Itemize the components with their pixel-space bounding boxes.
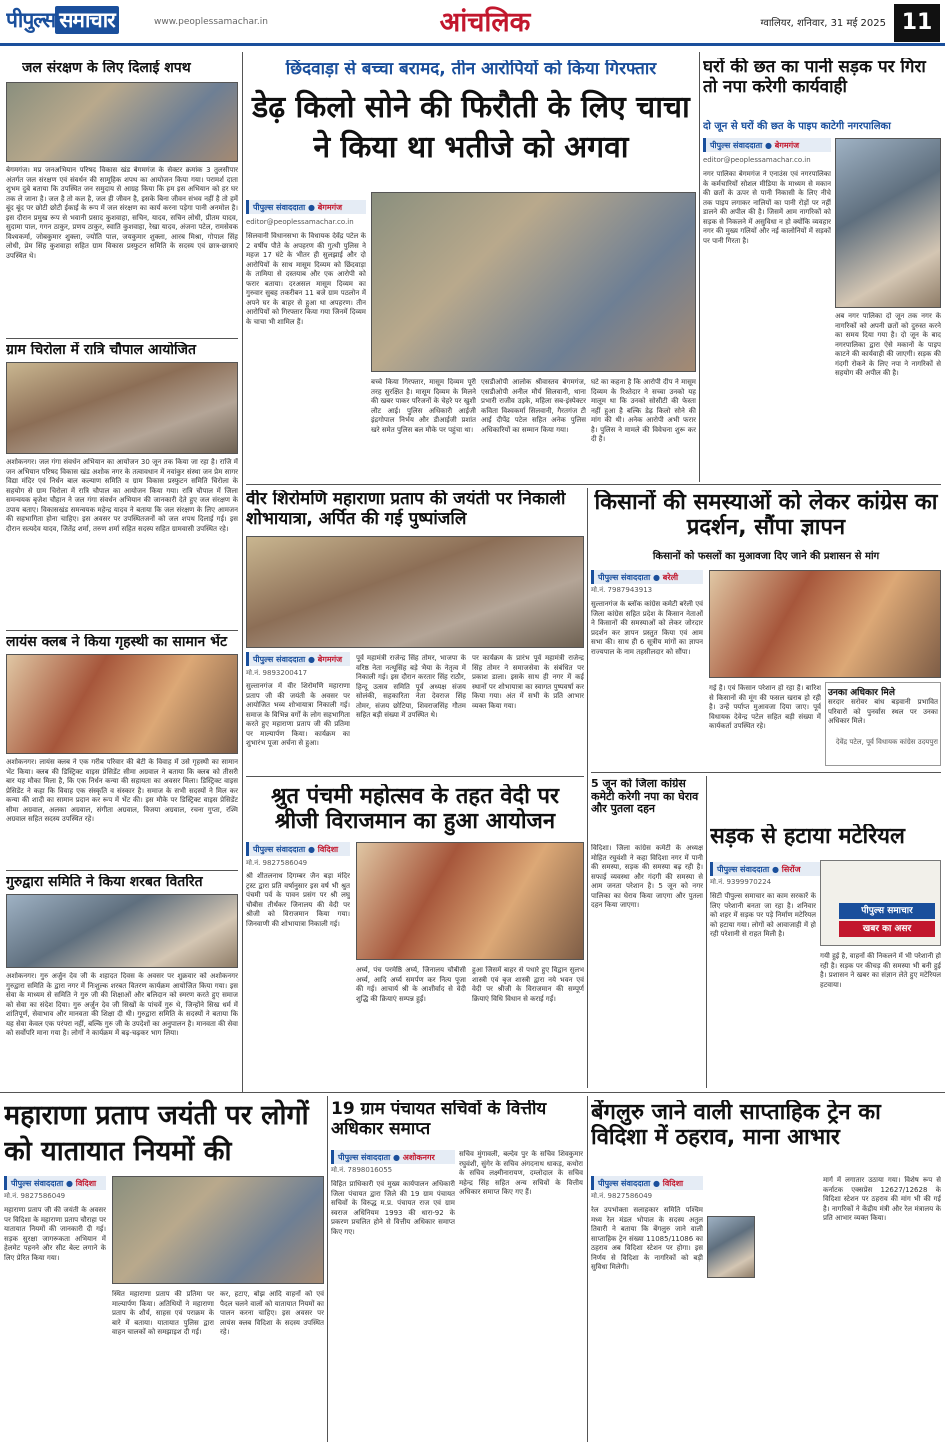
- impact-brand: पीपुल्स समाचार: [839, 903, 935, 919]
- story-headline: ग्राम चिरोला में रात्रि चौपाल आयोजित: [6, 342, 196, 358]
- story-headline: डेढ़ किलो सोने की फिरौती के लिए चाचा ने किया था भतीजे को अगवा: [252, 90, 690, 165]
- story-headline: बेंगलुरु जाने वाली साप्ताहिक ट्रेन का विदिशा में ठहराव, माना आभार: [591, 1100, 881, 1151]
- story-body: हुआ जिसमें बाहर से पधारे हुए विद्वान सुलभ शास्त्री एवं बृज शास्त्री द्वारा नये भवन एवं वेदी पर श्रीजी के विराजमान की सम्पूर्ण क्रियाएं विधि विधान से कराई गईं।: [472, 966, 584, 1003]
- reporter-phone: मो.नं. 9893200417: [246, 669, 308, 677]
- byline: पीपुल्स संवाददाता ● बेगमगंज: [703, 138, 831, 152]
- story-body: बेगमगंज। मप्र जनअभियान परिषद विकास खंड बेगमगंज के सेक्टर क्रमांक 3 तुलसीपार अंतर्गत जल संरक्षण एवं संवर्धन की सामूहिक शपथ का आयोजन किया गया। परामर्श दाता शुभम दुबे बताया कि उपस्थित जन समुदाय से आग्रह किया कि हम इस अभियान को हर घर तक ले जाना है। जल है तो कल है, जल ही जीवन है, इसके बिना जीवन संभव नहीं है तो हमें बूंद बूंद पर छोटी छोटी ईकाई के रूप में जल संरक्षण का कार्य करना पड़ेगा पानी अनमोल है। इस दौरान प्रमुख रूप से भवानी प्रसाद कुशवाहा, सचिन, यादव, सचिन लोधी, प्रीतम यादव, सुदामा पाल, गगन ठाकुर, प्रणय ठाकुर, स्वाति कुशवाहा, रेखा यादव, अंजना पटेल, रामसेवक विश्वकर्मा, जोबकुमार शुक्ला, ज्योति पाल, जयकुमार शुक्ला, आरब मिश्रा, गोपाल सिंह लोधी, प्रेम सिंह कुशवाहा सहित ग्राम विकास प्रस्फुटन समिति के सदस्य एवं छात्र-छात्राएं उपस्थित थे।: [6, 166, 238, 260]
- column-rule: [706, 776, 707, 1088]
- story-body: विहित प्राधिकारी एवं मुख्य कार्यपालन अधिकारी जिला पंचायत द्वारा जिले की 19 ग्राम पंचायत सचिवों के विरुद्ध म.प्र. पंचायत राज एवं ग्राम स्वराज अधिनियम 1993 की धारा-92 के प्रकरण प्रचलित होने से वित्तीय अधिकार समाप्त किए गए।: [331, 1180, 455, 1236]
- story-body: पूर्व महामंत्री राजेन्द्र सिंह तोमर, भाजपा के वरिष्ठ नेता नत्थूसिंह बड़े भैया के नेतृत्व में निकाली गई। इस दौरान करतार सिंह राठौर, हिन्दू उत्सव समिति पूर्व अध्यक्ष संजय सोलंकी, सहकारिता नेता देवराज सिंह तोमर, संजय छोटिया, शिवराजसिंह गौतम सहित बड़ी संख्या में उपस्थित थे।: [356, 654, 466, 719]
- story-body: सिलवानी विधानसभा के विधायक देवेंद्र पटेल के 2 वर्षीय पौते के अपहरण की गुत्थी पुलिस ने महज 17 घंटे के भीतर ही सुलझाई और दो आरोपियों के साथ मासूम दिव्यम को छिंदवाड़ा के तामिया से दस्तयाब और एक आरोपी को फरार बताया। दरअसल मासूम दिव्यम का गुरुवार सुबह तकरीबन 11 बजे ग्राम पठलोन में अपने घर के बाहर से हुआ था अपहरण। तीन आरोपियों को गिरफ्तार किया गया जिनमें दिव्यम के चाचा भी शामिल हैं।: [246, 232, 366, 326]
- story-body: मार्ग में लगातार उठाया गया। विशेष रूप से कर्नाटक एक्सप्रेस 12627/12628 के विदिशा स्टेशन पर ठहराव की मांग भी की गई है। नागरिकों ने केंद्रीय मंत्री और रेल मंत्रालय के प्रति आभार व्यक्त किया।: [823, 1176, 941, 1222]
- newspaper-logo: [6, 6, 119, 38]
- story-photo: [6, 894, 238, 968]
- quote-title: उनका अधिकार मिले: [828, 688, 895, 698]
- story-photo: [6, 362, 238, 454]
- byline: पीपुल्स संवाददाता ● बेगमगंज: [246, 652, 350, 666]
- story-headline: 19 ग्राम पंचायत सचिवों के वित्तीय अधिकार समाप्त: [331, 1100, 547, 1139]
- divider: [6, 870, 238, 871]
- masthead: [0, 0, 945, 46]
- story-body: अब नगर पालिका दो जून तक नगर के नागरिकों को अपनी छतों को दुरुस्त करने का समय दिया गया है। दो जून के बाद नगरपालिका द्वारा ऐसे मकानों के पाइप काटने की कार्यवाही की जाएगी। सड़क की गंदगी रोकने के लिए नपा ने नागरिकों से सहयोग की अपील की है।: [835, 312, 941, 377]
- column-rule: [327, 1096, 328, 1442]
- story-body: सुल्तानगंज में वीर शिरोमणि महाराणा प्रताप जी की जयंती के अवसर पर आयोजित भव्य शोभायात्रा निकाली गई। समाज के विभिन्न वर्गों के लोग सहभागिता करते हुए महाराणा प्रताप जी की प्रतिमा पर माल्यार्पण किया। कार्यक्रम का शुभारंभ पूजा अर्चना से हुआ।: [246, 682, 350, 747]
- story-body: अशोकनगर। लायंस क्लब ने एक गरीब परिवार की बेटी के विवाह में उसे गृहस्थी का सामान भेंट किया। क्लब की डिस्ट्रिक्ट वाइस प्रेसिडेंट सीमा अग्रवाल ने बताया कि क्लब को तीसरी बार यह मौका मिला है, कि एक निर्धन कन्या की सहायता का अवसर मिला। डिस्ट्रिक्ट वाइस प्रेसिडेंट ने कहा कि विवाह एक संस्कृति व संस्कार है। समाज के सभी सदस्यों ने मिल कर कन्या की शादी का सामान प्रदान कर रूप में भेंट की। इस मौके पर डिस्ट्रिक्ट वाइस प्रेसिडेंट सीमा अग्रवाल, अलका अग्रवाल, संगीता अग्रवाल, विजया अग्रवाल, रचना गुप्ता, रश्मि अग्रवाल सहित सदस्य उपस्थित रहे।: [6, 758, 238, 823]
- divider: [0, 1092, 945, 1093]
- kidnap-story: [246, 52, 696, 482]
- story-photo: [356, 842, 584, 960]
- reporter-email[interactable]: editor@peoplessamachar.co.in: [703, 156, 811, 164]
- story-headline: लायंस क्लब ने किया गृहस्थी का सामान भेंट: [6, 634, 228, 650]
- story-photo: [709, 570, 941, 678]
- story-body: सुल्तानगंज के ब्लॉक कांग्रेस कमेटी बरेली एवं जिला कांग्रेस सहित प्रदेश के किसान नेताओं ने किसानों की समस्याओं को लेकर जोरदार प्रदर्शन कर ज्ञापन प्रस्तुत किया एवं आम सभा की। साथ ही 6 सूत्रीय मांगों का ज्ञापन राज्यपाल के नाम तहसीलदार को सौंपा।: [591, 600, 703, 656]
- quote-text: सरदार सरोवर बांध बड़वानी प्रभावित परिवारों को पुनर्वास स्थल पर उनका अधिकार मिले।: [828, 698, 938, 725]
- story-body: स्थित महाराणा प्रताप की प्रतिमा पर माल्यार्पण किया। अतिथियों ने महाराणा प्रताप के शौर्य, साहस एवं पराक्रम के बारे में बताया। यातायात पुलिस द्वारा वाहन चालकों को समझाइश दी गई।: [112, 1290, 214, 1336]
- story-body: कर, हटाए, बोझ आदि वाहनों को एवं पैदल चलने वालों को यातायात नियमों का पालन करना चाहिए। इस अवसर पर लायंस क्लब विदिशा के सदस्य उपस्थित रहे।: [220, 1290, 324, 1336]
- reporter-phone: मो.नं. 9827586049: [591, 1192, 653, 1200]
- byline: पीपुल्स संवाददाता ● बेगमगंज: [246, 200, 366, 214]
- section-title: आंचलिक: [439, 7, 531, 38]
- protest-story: [591, 776, 703, 1088]
- story-kicker: छिंदवाड़ा से बच्चा बरामद, तीन आरोपियों को किया गिरफ्तार: [285, 60, 657, 79]
- column-rule: [587, 488, 588, 1088]
- impact-clipping: [820, 860, 941, 946]
- story-body: सिटी पीपुल्स समाचार का काम सरकारें के लिए परेशानी बनता जा रहा है। शनिवार को शहर में सड़क पर पड़े निर्माण मटेरियल को हटाया गया। लोगों को आवाजाही में हो रही परेशानी से राहत मिली है।: [710, 892, 816, 938]
- story-body: विदिशा। जिला कांग्रेस कमेटी के अध्यक्ष मोहित रघुवंशी ने कहा विदिशा नगर में पानी की समस्या, सड़क की समस्या बढ़ रही है। सफाई व्यवस्था और गंदगी की समस्या से आम जनता परेशान है। 5 जून को नगर पालिका का घेराव किया जाएगा और पुतला दहन किया जाएगा।: [591, 844, 703, 909]
- divider: [6, 338, 238, 339]
- farmers-story: [591, 488, 941, 768]
- reporter-email[interactable]: editor@peoplessamachar.co.in: [246, 218, 354, 226]
- person-photo: [707, 1216, 755, 1278]
- story-headline: सड़क से हटाया मटेरियल: [710, 824, 905, 849]
- impact-label: खबर का असर: [839, 921, 935, 937]
- pratap-procession-story: [246, 488, 584, 773]
- story-body: बच्चे किया गिरफ्तार, मासूम दिव्यम पूरी तरह सुरक्षित है। मासूम दिव्यम के मिलने की खबर पाकर परिजनों के चेहरे पर खुशी लौट आई। पुलिस अधिकारी आईजी इंद्रगोपाल निर्भय और डीआईजी प्रशांत खरे समेत पुलिस बल मौके पर पहुंचा था।: [371, 378, 476, 434]
- story-photo: [835, 138, 941, 308]
- left-column: [4, 52, 240, 1092]
- panchayat-story: [331, 1096, 583, 1442]
- water-story: [703, 52, 941, 482]
- story-body: गई है। एवं किसान परेशान हो रहा है। बारिश से किसानों की मूंग की फसल खराब हो रही है। उन्हें पर्याप्त मुआवजा दिया जाए। पूर्व विधायक देवेन्द्र पटेल सहित बड़ी संख्या में कार्यकर्ता उपस्थित रहे।: [709, 684, 821, 730]
- website-url[interactable]: www.peoplessamachar.in: [154, 17, 268, 27]
- byline: पीपुल्स संवाददाता ● सिरोंज: [710, 862, 830, 876]
- story-photo: [6, 82, 238, 162]
- story-headline: किसानों की समस्याओं को लेकर कांग्रेस का प्रदर्शन, सौंपा ज्ञापन: [594, 490, 938, 541]
- column-rule: [699, 52, 700, 482]
- byline: पीपुल्स संवाददाता ● विदिशा: [4, 1176, 106, 1190]
- story-photo: [6, 654, 238, 754]
- story-headline: वीर शिरोमणि महाराणा प्रताप की जयंती पर निकाली शोभायात्रा, अर्पित की गई पुष्पांजलि: [246, 490, 566, 529]
- story-body: नगर पालिका बेगमगंज ने एनाउंस एवं नगरपालिका के कर्मचारियों सोशल मीडिया के माध्यम से मकान की छतों के ऊपर से पानी निकासी के लिए नीचे तक पाइप लगाकर नालियों का पानी रोड़ों पर नहीं डालने की अपील की है। जिसमें आम नागरिकों को सड़क से निकलने में असुविधा न हो क्योंकि व्यवहार नगर की मुख्य गलियों और नई कालोनियों में सड़कों पर पानी गिरता है।: [703, 170, 831, 245]
- reporter-phone: मो.नं. 7898016055: [331, 1166, 393, 1174]
- byline: पीपुल्स संवाददाता ● विदिशा: [246, 842, 350, 856]
- story-body: एसडीओपी आलोक श्रीवास्तव बेगमगंज, एसडीओपी अनील मौर्य सिलवानी, थाना प्रभारी राजीव उइके, महिला सब-इंस्पेक्टर कविता विश्वकर्मा सिलवानी, गैरतगंज टी आई दीपेंद्र पटेल सहित अनेक पुलिस अधिकारियों का सम्मान किया गया।: [481, 378, 586, 434]
- story-body: अशोकनगर। गुरु अर्जुन देव जी के शहादत दिवस के अवसर पर शुक्रवार को अशोकनगर गुरुद्वारा समिति के द्वारा नगर में निःशुल्क शरबत वितरण कार्यक्रम आयोजित किया गया। इस सेवा के माध्यम से समिति ने गुरु जी की शिक्षाओं और बलिदान को स्मरण करते हुए समाज को सेवा का संदेश दिया। गुरु अर्जुन देव जी सिखों के पांचवें गुरु थे, जिन्होंने सिख धर्म में शांतिपूर्ण, सेवाभाव और मानवता की शिक्षा दी थी। गुरुद्वारा समिति के सदस्यों ने बताया कि यह सेवा केवल एक परंपरा नहीं, बल्कि गुरु जी के उपदेशों का अनुपालन है। मानवता की सेवा को सर्वोपरि माना गया है। लोगों ने कार्यक्रम में बढ़-चढ़कर भाग लिया।: [6, 972, 238, 1037]
- story-subheadline: दो जून से घरों की छत के पाइप काटेगी नगरपालिका: [703, 121, 891, 132]
- story-photo: [112, 1176, 324, 1284]
- shruti-story: [246, 780, 584, 1088]
- story-photo: [246, 536, 584, 648]
- story-headline: महाराणा प्रताप जयंती पर लोगों को यातायात नियमों की: [4, 1100, 309, 1167]
- story-body: सचिव मुंगावली, बल्देव पुर के सचिव शिवकुमार रघुवंशी, सुंगेर के सचिव अंगदनाथ धाकड़, कथोरा के सचिव लक्ष्मीनारायण, दम्लोदाल के सचिव महेन्द्र सिंह सहित अन्य सचिवों के वित्तीय अधिकार समाप्त किए गए हैं।: [459, 1150, 583, 1196]
- story-photo: [371, 192, 696, 372]
- dateline: ग्वालियर, शनिवार, 31 मई 2025: [760, 18, 886, 29]
- divider: [246, 484, 941, 485]
- train-story: [591, 1096, 941, 1442]
- story-body: महाराणा प्रताप जी की जयंती के अवसर पर विदिशा के महाराणा प्रताप चौराहा पर यातायात नियमों की जानकारी दी गई। सड़क सुरक्षा जागरूकता अभियान में हेलमेट पहनने और सीट बेल्ट लगाने के लिए प्रेरित किया गया।: [4, 1206, 106, 1262]
- story-body: श्री शीतलनाथ दिगम्बर जैन बड़ा मंदिर ट्रस्ट द्वारा प्रति वर्षानुसार इस वर्ष भी श्रुत पंचमी पर्व के पावन प्रसंग पर श्री लघु चौबीस तीर्थंकर जिनालय की वेदी पर श्रीजी को विराजमान किया गया। जिनवाणी की शोभायात्रा निकाली गई।: [246, 872, 350, 928]
- story-body: अर्घ्य, पंच परमेष्ठि अर्घ्य, जिनालय चौबीसी अर्घ्य, आदि अर्घ्य समर्पण कर नित्य पूजा की गई। आचार्य श्री के आशीर्वाद से वेदी शुद्धि की क्रियाएं सम्पन्न हुईं।: [356, 966, 466, 1003]
- story-body: पर कार्यक्रम के प्रारंभ पूर्व महामंत्री राजेन्द्र सिंह तोमर ने समाजसेवा के संबंधित पर प्रकाश डाला। इसके साथ ही नगर में कई स्थानों पर शोभायात्रा का स्वागत पुष्पवर्षा कर किया गया। अंत में सभी के प्रति आभार व्यक्त किया गया।: [472, 654, 584, 710]
- divider: [246, 776, 584, 777]
- story-headline: श्रुत पंचमी महोत्सव के तहत वेदी पर श्रीजी विराजमान का हुआ आयोजन: [270, 784, 560, 835]
- road-story: [710, 776, 941, 1088]
- byline: पीपुल्स संवाददाता ● विदिशा: [591, 1176, 703, 1190]
- column-rule: [242, 52, 243, 1092]
- reporter-phone: मो.नं. 9827586049: [4, 1192, 66, 1200]
- divider: [591, 772, 941, 773]
- story-body: अशोकनगर। जल गंगा संवर्धन अभियान का आयोजन 30 जून तक किया जा रहा है। राजि में जन अभियान परिषद विकास खंड अशोक नगर के तत्वावधान में नवांकुर संस्था जन प्रेम सागर विद्या मंदिर एवं निर्धन बाल कल्याण समिति व ग्राम विकास प्रस्फुटन समिति चिरोला के सहयोग से ग्राम चिरोला में रात्रि चौपाल का आयोजन किया गया। रात्रि चौपाल में जिला समन्वयक बृजेश चौहान ने जल गंगा संवर्धन अभियान की जानकारी देते हुए जल संरक्षण के उपाय बताए। विकासखंड समन्वयक महेन्द्र यादव ने बताया कि जल संरक्षण के लिए आमजन की सहभागिता होना चाहिए। इस अवसर पर उपस्थितजनों को जल शपथ दिलाई गई। इस दौरान सत्यदेव यादव, जितेंद्र शर्मा, तरुण शर्मा सहित सदस्य सहित ग्रामवासी उपस्थित रहे।: [6, 458, 238, 533]
- story-body: गयी हुई है, वाहनों की निकलने में भी परेशानी हो रही है। सड़क पर कीचड़ की समस्या भी बनी हुई है। प्रशासन ने खबर का संज्ञान लेते हुए मटेरियल हटवाया।: [820, 952, 941, 989]
- story-headline: गुरुद्वारा समिति ने किया शरबत वितरित: [6, 874, 203, 890]
- story-subheadline: किसानों को फसलों का मुआवजा दिए जाने की प्रशासन से मांग: [652, 551, 880, 562]
- byline: पीपुल्स संवाददाता ● बरेली: [591, 570, 703, 584]
- story-body: रेल उपभोक्ता सलाहकार समिति पश्चिम मध्य रेल मंडल भोपाल के सदस्य अतुल तिवारी ने बताया कि बेंगलुरु जाने वाली साप्ताहिक ट्रेन संख्या 11085/11086 का ठहराव अब विदिशा स्टेशन पर होगा। इस निर्णय से विदिशा के नागरिकों को बड़ी सुविधा मिलेगी।: [591, 1206, 703, 1271]
- page-number: 11: [894, 4, 940, 42]
- column-rule: [587, 1096, 588, 1442]
- byline: पीपुल्स संवाददाता ● अशोकनगर: [331, 1150, 455, 1164]
- story-body: घटे का कहना है कि आरोपी दीप ने मासूम दिव्यम के रिश्तेदार ने सच्चा उनको यह मालूम था कि उनको सोसीटी की फेस्ता नहीं हुआ है बल्कि डेढ़ किलो सोने की मांग की थी। अनेक आरोपी अभी फरार है। पुलिस ने मामले की विवेचना शुरू कर दी है।: [591, 378, 696, 443]
- story-headline: 5 जून को जिला कांग्रेस कमेटी करेगी नपा का घेराव और पुतला दहन: [591, 778, 699, 816]
- reporter-phone: मो.नं. 9827586049: [246, 859, 308, 867]
- divider: [6, 630, 238, 631]
- quote-box: [825, 682, 941, 766]
- quote-sign: देवेंद्र पटेल, पूर्व विधायक कांग्रेस उदयपुरा: [835, 738, 938, 746]
- story-headline: जल संरक्षण के लिए दिलाई शपथ: [22, 60, 191, 76]
- traffic-story: [4, 1096, 324, 1442]
- reporter-phone: मो.नं. 7987943913: [591, 586, 653, 594]
- brand-name-a: पीपुल्स: [6, 8, 56, 32]
- reporter-phone: मो.नं. 9399970224: [710, 878, 772, 886]
- brand-name-b: समाचार: [55, 6, 119, 34]
- story-headline: घरों की छत का पानी सड़क पर गिरा तो नपा करेगी कार्यवाही: [703, 58, 926, 97]
